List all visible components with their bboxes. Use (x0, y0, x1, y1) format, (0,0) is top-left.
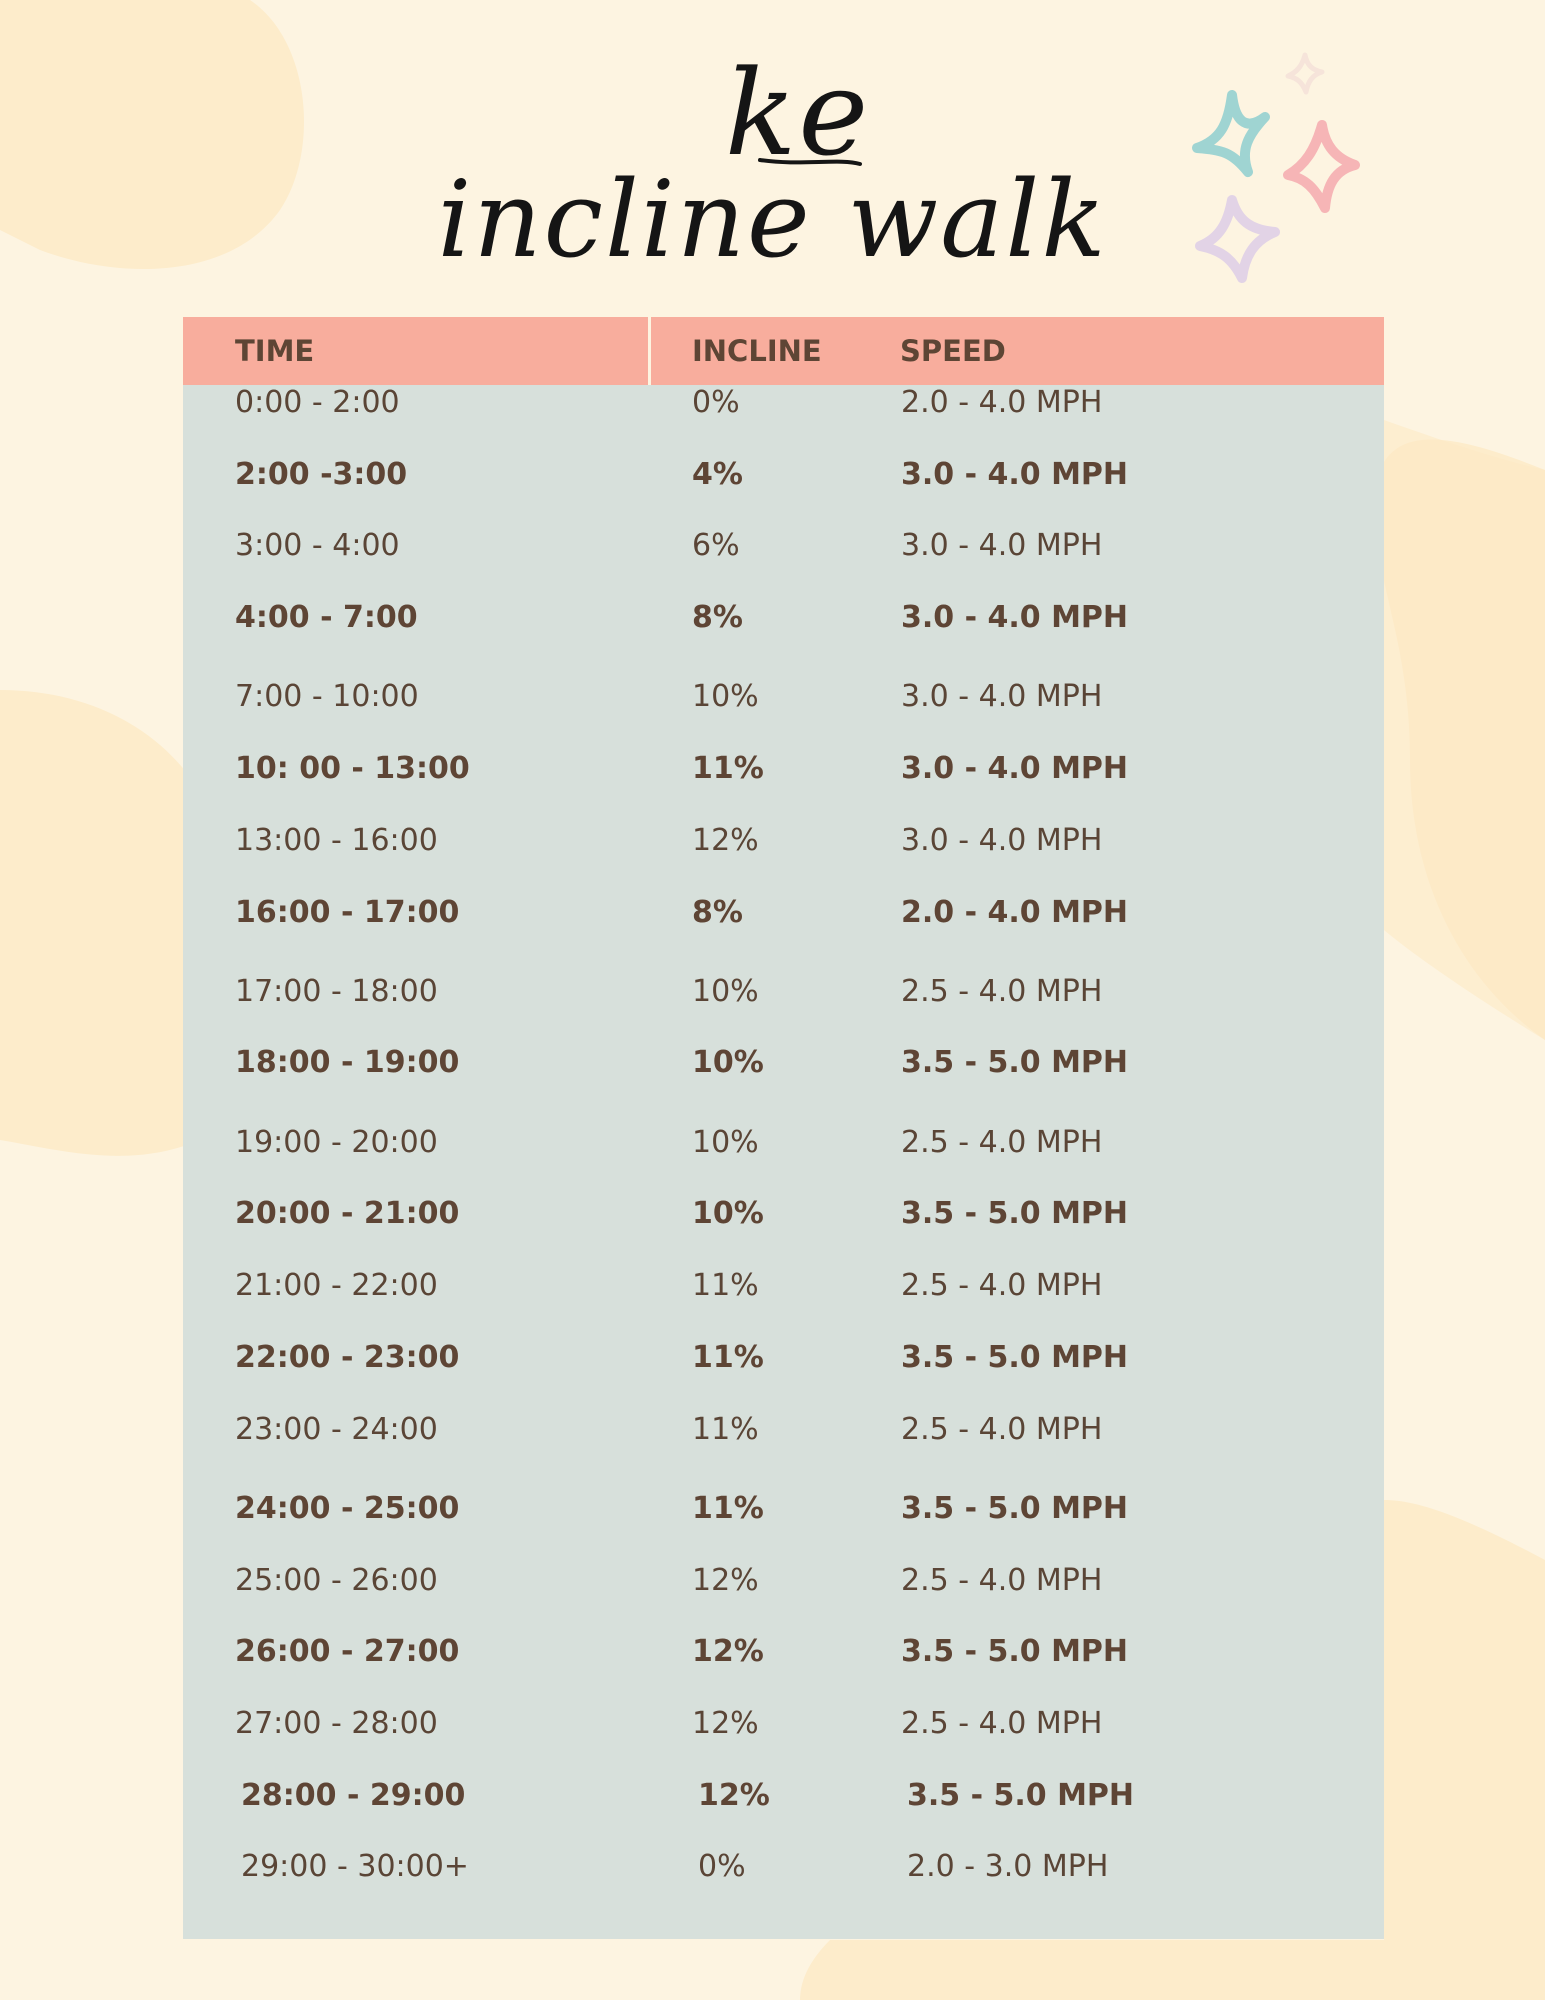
cell-speed: 2.5 - 4.0 MPH (901, 1268, 1103, 1303)
cell-speed: 3.0 - 4.0 MPH (901, 751, 1129, 786)
table-row (183, 677, 1384, 717)
cell-incline: 10% (692, 1125, 759, 1160)
table-row (183, 1194, 1384, 1234)
cell-incline: 11% (692, 1491, 764, 1526)
cell-speed: 3.5 - 5.0 MPH (901, 1045, 1129, 1080)
table-row (183, 1632, 1384, 1672)
table-row (183, 455, 1384, 495)
cell-time: 21:00 - 22:00 (235, 1268, 438, 1303)
table-row (183, 1123, 1384, 1163)
cell-time: 24:00 - 25:00 (235, 1491, 460, 1526)
cell-incline: 8% (692, 600, 743, 635)
header-divider (648, 317, 651, 385)
cell-time: 25:00 - 26:00 (235, 1563, 438, 1598)
cell-incline: 0% (692, 385, 740, 420)
cell-speed: 2.5 - 4.0 MPH (901, 1563, 1103, 1598)
table-row (183, 1338, 1384, 1378)
cell-time: 4:00 - 7:00 (235, 600, 418, 635)
cell-speed: 2.5 - 4.0 MPH (901, 974, 1103, 1009)
cell-time: 3:00 - 4:00 (235, 528, 400, 563)
cell-speed: 3.0 - 4.0 MPH (901, 528, 1103, 563)
cell-speed: 3.5 - 5.0 MPH (901, 1196, 1129, 1231)
table-row (183, 526, 1384, 566)
cell-incline: 6% (692, 528, 740, 563)
cell-speed: 2.5 - 4.0 MPH (901, 1125, 1103, 1160)
cell-speed: 3.0 - 4.0 MPH (901, 679, 1103, 714)
cell-time: 19:00 - 20:00 (235, 1125, 438, 1160)
table-row (183, 598, 1384, 638)
table-row (183, 1043, 1384, 1083)
cell-incline: 12% (692, 1563, 759, 1598)
workout-table (183, 317, 1384, 1939)
cell-speed: 3.0 - 4.0 MPH (901, 823, 1103, 858)
cell-time: 26:00 - 27:00 (235, 1634, 460, 1669)
sparkle-faint-icon (1288, 55, 1322, 92)
cell-speed: 3.5 - 5.0 MPH (901, 1340, 1129, 1375)
cell-time: 28:00 - 29:00 (241, 1778, 466, 1813)
cell-speed: 2.5 - 4.0 MPH (901, 1412, 1103, 1447)
table-row (183, 1489, 1384, 1529)
cell-time: 18:00 - 19:00 (235, 1045, 460, 1080)
table-row (183, 749, 1384, 789)
cell-speed: 2.0 - 3.0 MPH (907, 1849, 1109, 1884)
cell-speed: 3.0 - 4.0 MPH (901, 600, 1129, 635)
cell-speed: 2.0 - 4.0 MPH (901, 385, 1103, 420)
cell-incline: 8% (692, 895, 743, 930)
cell-incline: 12% (692, 823, 759, 858)
table-row (183, 1847, 1384, 1887)
cell-speed: 3.5 - 5.0 MPH (901, 1491, 1129, 1526)
sparkles-icon (0, 0, 1545, 300)
cell-time: 13:00 - 16:00 (235, 823, 438, 858)
cell-incline: 10% (692, 1196, 764, 1231)
cell-time: 16:00 - 17:00 (235, 895, 460, 930)
cell-speed: 3.0 - 4.0 MPH (901, 457, 1129, 492)
cell-time: 20:00 - 21:00 (235, 1196, 460, 1231)
cell-time: 22:00 - 23:00 (235, 1340, 460, 1375)
cell-incline: 11% (692, 1412, 759, 1447)
table-row (183, 972, 1384, 1012)
cell-speed: 2.0 - 4.0 MPH (901, 895, 1129, 930)
table-row (183, 821, 1384, 861)
table-row (183, 1266, 1384, 1306)
table-row (183, 1776, 1384, 1816)
header-incline: INCLINE (692, 334, 822, 368)
table-row (183, 1704, 1384, 1744)
cell-speed: 2.5 - 4.0 MPH (901, 1706, 1103, 1741)
table-row (183, 1410, 1384, 1450)
table-row (183, 1561, 1384, 1601)
sparkle-pink-icon (1288, 125, 1355, 208)
cell-incline: 11% (692, 1340, 764, 1375)
sparkle-lavender-icon (1200, 200, 1275, 278)
cell-speed: 3.5 - 5.0 MPH (907, 1778, 1135, 1813)
cell-incline: 10% (692, 974, 759, 1009)
cell-incline: 11% (692, 1268, 759, 1303)
blob-right-band (1384, 420, 1545, 1040)
cell-time: 27:00 - 28:00 (235, 1706, 438, 1741)
sparkle-teal-icon (1197, 95, 1265, 172)
cell-time: 17:00 - 18:00 (235, 974, 438, 1009)
cell-incline: 12% (692, 1634, 764, 1669)
cell-incline: 4% (692, 457, 743, 492)
cell-incline: 0% (698, 1849, 746, 1884)
cell-incline: 11% (692, 751, 764, 786)
cell-incline: 10% (692, 1045, 764, 1080)
cell-time: 10: 00 - 13:00 (235, 751, 470, 786)
table-header (183, 317, 1384, 385)
header-speed: SPEED (900, 334, 1006, 368)
title-line-1: ke (724, 44, 871, 182)
cell-time: 7:00 - 10:00 (235, 679, 419, 714)
table-row (183, 383, 1384, 423)
header-time: TIME (235, 334, 315, 368)
cell-incline: 10% (692, 679, 759, 714)
cell-time: 29:00 - 30:00+ (241, 1849, 469, 1884)
cell-time: 0:00 - 2:00 (235, 385, 400, 420)
cell-speed: 3.5 - 5.0 MPH (901, 1634, 1129, 1669)
cell-incline: 12% (698, 1778, 770, 1813)
title-line-2: incline walk (437, 158, 1108, 281)
cell-time: 2:00 -3:00 (235, 457, 408, 492)
cell-time: 23:00 - 24:00 (235, 1412, 438, 1447)
table-row (183, 893, 1384, 933)
title-area (0, 0, 1545, 300)
cell-incline: 12% (692, 1706, 759, 1741)
